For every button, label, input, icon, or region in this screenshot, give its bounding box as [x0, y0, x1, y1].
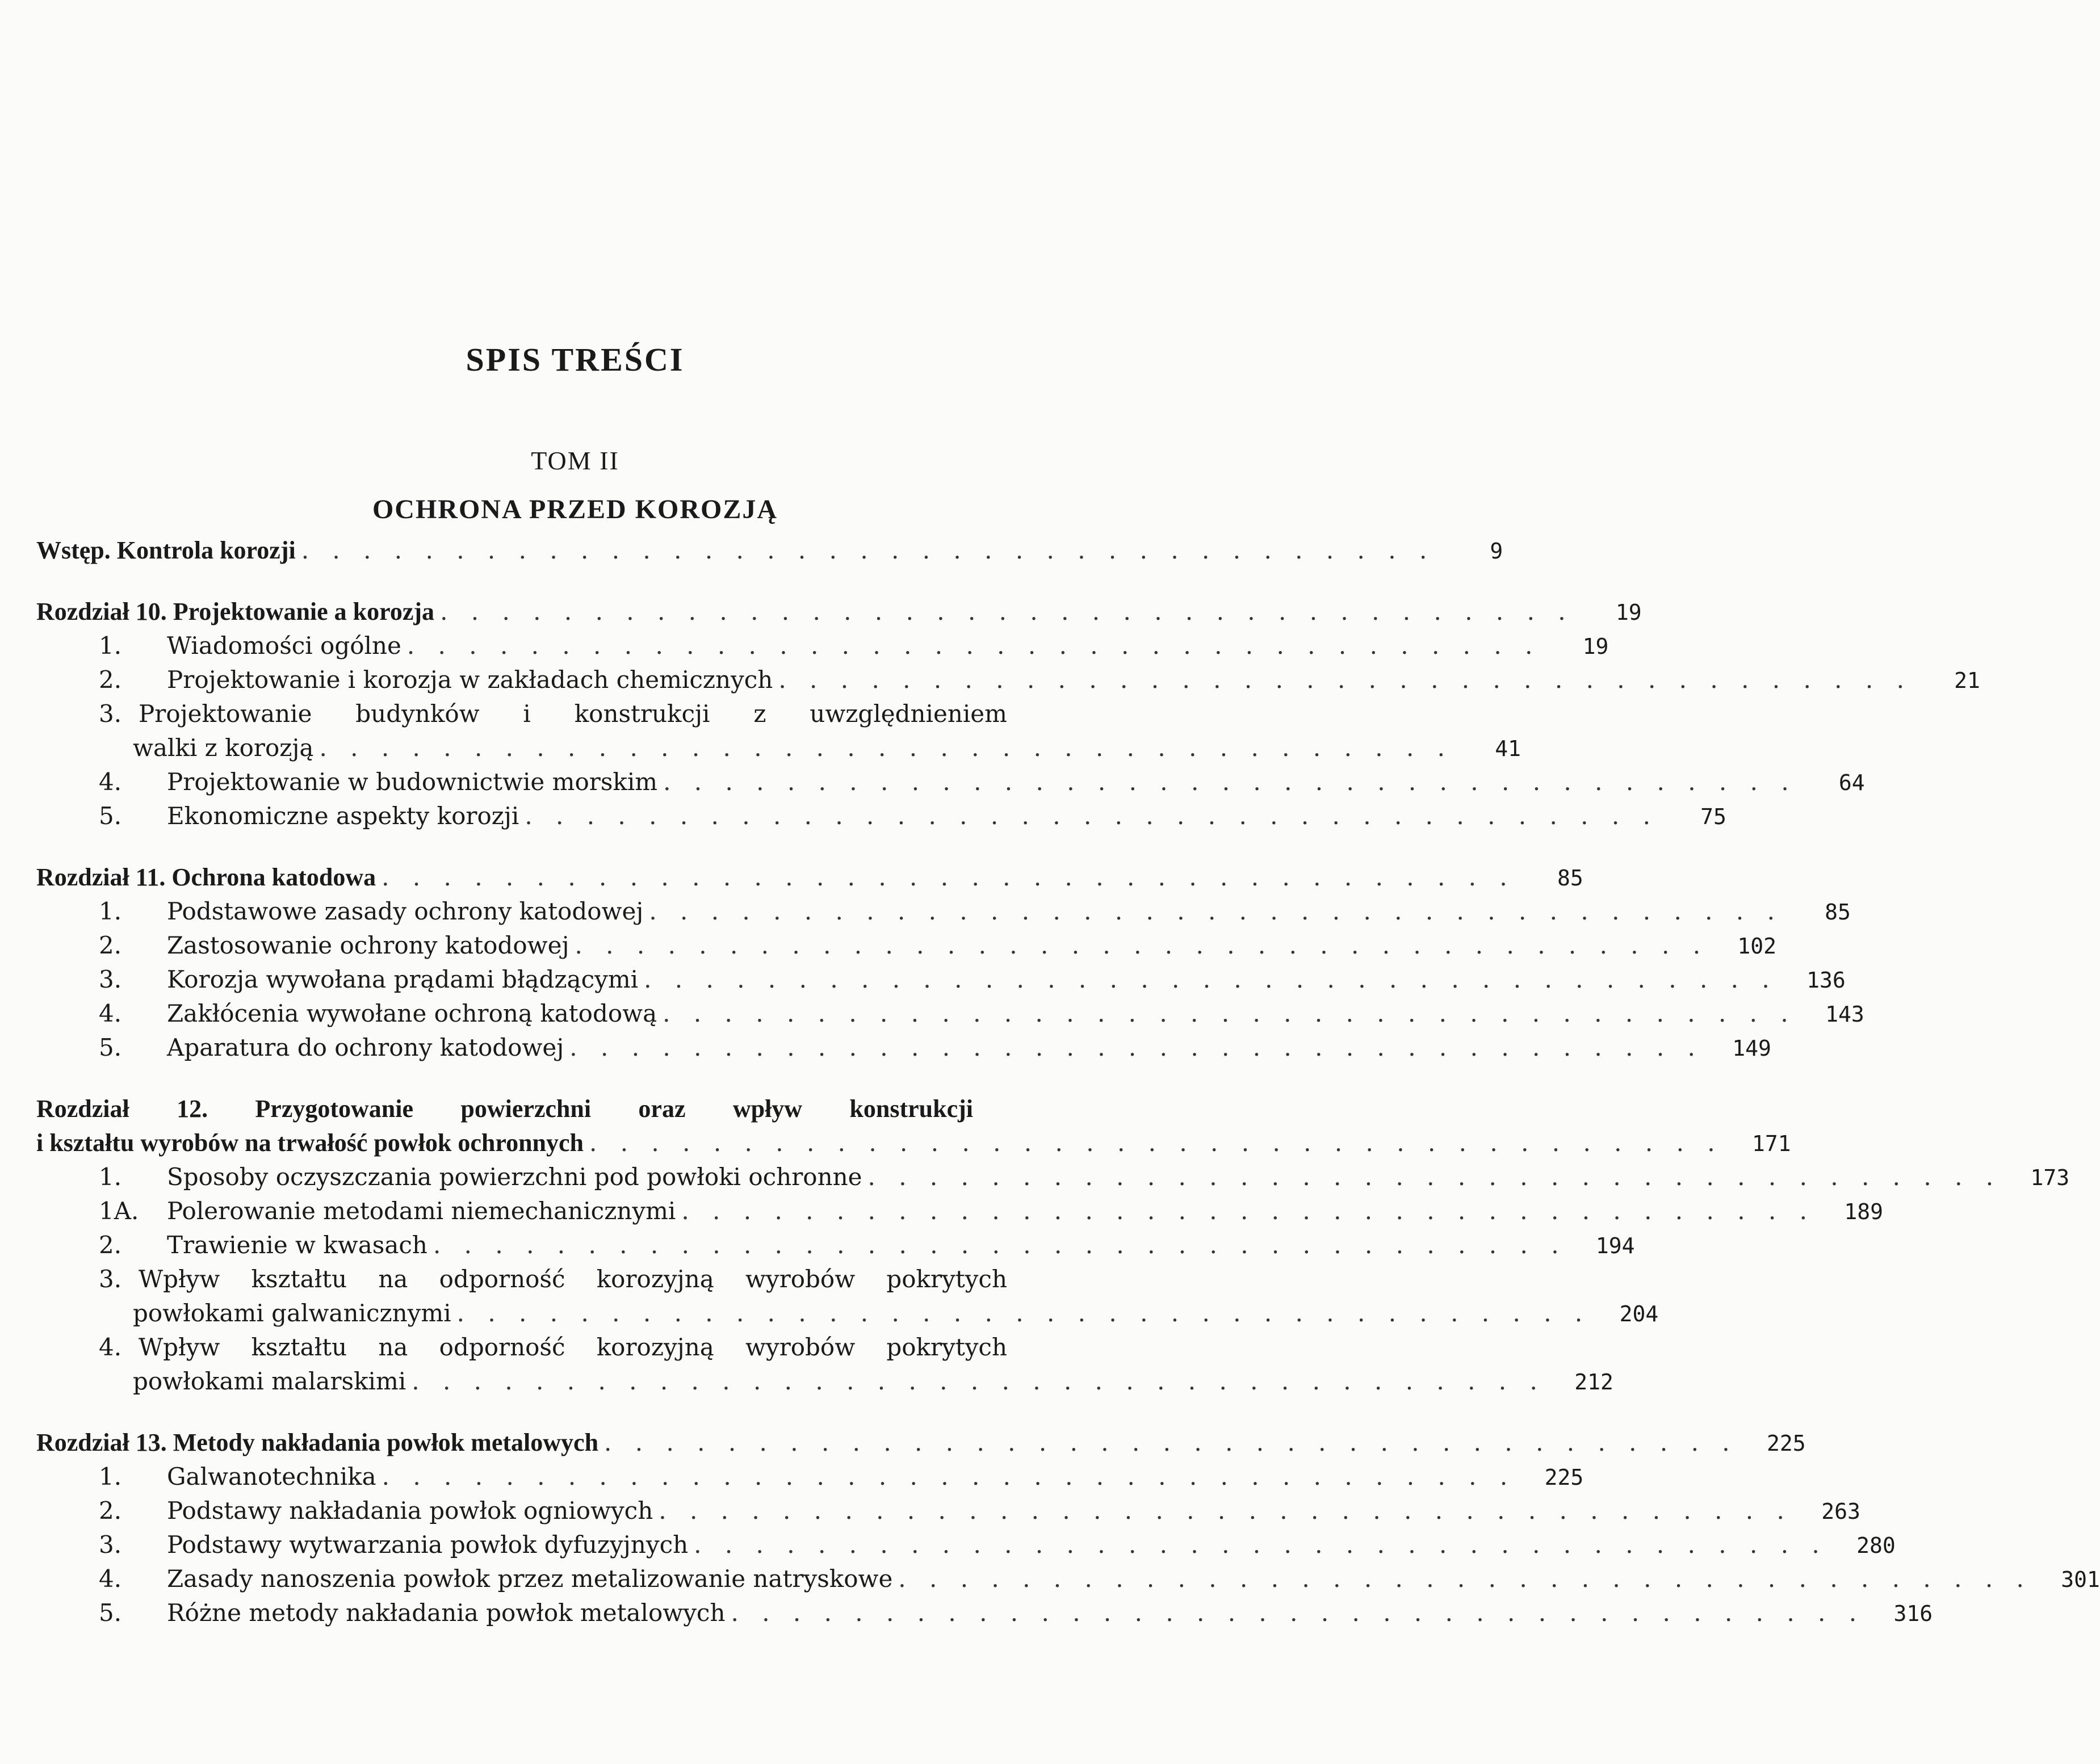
toc-chapter-11 [36, 860, 1583, 894]
toc-item [36, 1562, 2100, 1596]
dot-leader: . . . . . . . . . . . . . . . . . . . . . . . . . . . . . . . . . . . . . [440, 598, 1574, 625]
toc-item-label-cont: powłokami galwanicznymi [133, 1299, 451, 1327]
toc-page-number: 9 [1490, 539, 1503, 564]
toc-item-number: 4. [99, 999, 122, 1027]
toc-chapter-10 [36, 595, 1642, 629]
toc-item [36, 1194, 1883, 1228]
toc-item-number: 3. [99, 1265, 122, 1293]
toc-item-multiline [36, 1262, 1007, 1296]
toc-item-label: Zakłócenia wywołane ochroną katodową [167, 999, 657, 1027]
toc-page-number: 64 [1838, 770, 1865, 795]
toc-item-label: Wiadomości ogólne [167, 632, 401, 660]
toc-chapter-12 [36, 1126, 1791, 1160]
toc-item-label: Wpływ kształtu na odporność korozyjną wyrobów pokrytych [139, 1265, 1007, 1293]
table-of-contents [36, 534, 2100, 1630]
dot-leader: . . . . . . . . . . . . . . . . . . . . . . . . . . . . . . . . . . . . . [412, 1367, 1545, 1395]
toc-item-number: 2. [99, 1497, 122, 1524]
toc-item-number: 1A. [99, 1197, 139, 1225]
toc-item-number: 1. [99, 632, 122, 660]
toc-item [36, 1160, 2070, 1194]
dot-leader: . . . . . . . . . . . . . . . . . . . . . . . . . . . . . . . . . . . . . [649, 897, 1783, 925]
toc-item [36, 1460, 1584, 1494]
toc-item-label: Zasady nanoszenia powłok przez metalizowanie natryskowe [167, 1565, 893, 1593]
toc-item-number: 5. [99, 1034, 122, 1061]
toc-page-number: 194 [1595, 1233, 1635, 1258]
toc-page-number: 189 [1844, 1199, 1883, 1224]
dot-leader: . . . . . . . . . . . . . . . . . . . . . . . . . . . . . . . . . . . . . [575, 931, 1709, 959]
toc-item-continuation [36, 1364, 1613, 1398]
toc-item-label-cont: powłokami malarskimi [133, 1367, 406, 1395]
toc-item-label: Podstawowe zasady ochrony katodowej [167, 897, 644, 925]
dot-leader: . . . . . . . . . . . . . . . . . . . . . . . . . . . . . . . . . . . . . [589, 1129, 1723, 1157]
toc-page-number: 85 [1557, 866, 1583, 891]
dot-leader: . . . . . . . . . . . . . . . . . . . . . . . . . . . . . . . . . . . . . [867, 1163, 2002, 1191]
toc-item-number: 2. [99, 931, 122, 959]
toc-item-number: 1. [99, 1463, 122, 1490]
toc-item [36, 629, 1609, 663]
volume-subtitle: OCHRONA PRZED KOROZJĄ [372, 494, 778, 524]
toc-item-label: Różne metody nakładania powłok metalowych [167, 1599, 726, 1627]
dot-leader: . . . . . . . . . . . . . . . . . . . . . . . . . . . . . . . . . . . . . [778, 666, 1912, 694]
toc-item [36, 1596, 1933, 1630]
toc-page-number: 75 [1700, 804, 1726, 829]
toc-item-number: 4. [99, 1565, 122, 1593]
toc-item-label-cont: walki z korozją [133, 734, 314, 762]
toc-item [36, 765, 1865, 799]
toc-item [36, 997, 1864, 1031]
toc-item-label: Podstawy wytwarzania powłok dyfuzyjnych [167, 1531, 689, 1559]
toc-item [36, 894, 1851, 929]
toc-item-label: Zastosowanie ochrony katodowej [167, 931, 569, 959]
toc-item-number: 1. [99, 897, 122, 925]
toc-item-label: Polerowanie metodami niemechanicznymi [167, 1197, 676, 1225]
dot-leader: . . . . . . . . . . . . . . . . . . . . . . . . . . . . . . . . . . . . . [456, 1299, 1591, 1327]
toc-chapter-label-cont: i kształtu wyrobów na trwałość powłok ochronnych [36, 1129, 584, 1157]
toc-item-multiline [36, 697, 1007, 731]
toc-page-number: 225 [1544, 1465, 1584, 1490]
dot-leader: . . . . . . . . . . . . . . . . . . . . . . . . . . . . . . . . . . . . . [681, 1197, 1815, 1225]
dot-leader: . . . . . . . . . . . . . . . . . . . . . . . . . . . . . . . . . . . . . [569, 1034, 1703, 1061]
toc-item-number: 5. [99, 1599, 122, 1627]
toc-item-label: Trawienie w kwasach [167, 1231, 427, 1259]
dot-leader: . . . . . . . . . . . . . . . . . . . . . . . . . . . . . . . . . . . . . [406, 632, 1541, 660]
toc-page-number: 19 [1582, 634, 1609, 659]
toc-item-number: 5. [99, 802, 122, 830]
toc-item-number: 3. [99, 700, 122, 728]
toc-page-number: 212 [1574, 1370, 1613, 1395]
toc-item-number: 2. [99, 666, 122, 694]
toc-item-label: Projektowanie i korozja w zakładach chemicznych [167, 666, 773, 694]
toc-item-continuation [36, 1296, 1659, 1330]
dot-leader: . . . . . . . . . . . . . . . . . . . . . . . . . . . . . . . . . . . . . [301, 536, 1435, 564]
toc-chapter-label: Rozdział 10. Projektowanie a korozja [36, 598, 435, 625]
toc-item-label: Wpływ kształtu na odporność korozyjną wyrobów pokrytych [139, 1333, 1007, 1361]
toc-item-label: Podstawy nakładania powłok ogniowych [167, 1497, 653, 1524]
toc-page-number: 149 [1732, 1036, 1771, 1061]
toc-page-number: 41 [1495, 736, 1521, 761]
page-title: SPIS TREŚCI [466, 341, 685, 378]
dot-leader: . . . . . . . . . . . . . . . . . . . . . . . . . . . . . . . . . . . . . [659, 1497, 1792, 1524]
toc-item-label: Aparatura do ochrony katodowej [167, 1034, 564, 1061]
toc-item [36, 963, 1846, 997]
dot-leader: . . . . . . . . . . . . . . . . . . . . . . . . . . . . . . . . . . . . . [898, 1565, 2032, 1593]
toc-item-label: Projektowanie w budownictwie morskim [167, 768, 658, 796]
toc-item-number: 4. [99, 768, 122, 796]
dot-leader: . . . . . . . . . . . . . . . . . . . . . . . . . . . . . . . . . . . . . [604, 1429, 1738, 1456]
toc-entry-intro [36, 534, 1503, 568]
toc-page-number: 19 [1615, 600, 1642, 625]
dot-leader: . . . . . . . . . . . . . . . . . . . . . . . . . . . . . . . . . . . . . [382, 863, 1515, 891]
toc-item-continuation [36, 731, 1521, 765]
dot-leader: . . . . . . . . . . . . . . . . . . . . . . . . . . . . . . . . . . . . . [663, 768, 1797, 796]
toc-chapter-label: Rozdział 13. Metody nakładania powłok metalowych [36, 1429, 599, 1456]
toc-item-label: Sposoby oczyszczania powierzchni pod powłoki ochronne [167, 1163, 862, 1191]
toc-item-label: Galwanotechnika [167, 1463, 376, 1490]
toc-item-number: 2. [99, 1231, 122, 1259]
toc-chapter-label: Rozdział 11. Ochrona katodowa [36, 863, 376, 891]
toc-page-number: 143 [1825, 1002, 1864, 1027]
toc-item [36, 1228, 1635, 1262]
toc-item-label: Ekonomiczne aspekty korozji [167, 802, 519, 830]
dot-leader: . . . . . . . . . . . . . . . . . . . . . . . . . . . . . . . . . . . . . [433, 1231, 1567, 1259]
toc-page-number: 204 [1619, 1301, 1659, 1326]
dot-leader: . . . . . . . . . . . . . . . . . . . . . . . . . . . . . . . . . . . . . [525, 802, 1658, 830]
toc-item-number: 3. [99, 965, 122, 993]
toc-page-number: 21 [1954, 668, 1980, 693]
dot-leader: . . . . . . . . . . . . . . . . . . . . . . . . . . . . . . . . . . . . . [694, 1531, 1827, 1559]
toc-item-label: Korozja wywołana prądami błądzącymi [167, 965, 639, 993]
toc-page-number: 102 [1737, 934, 1777, 959]
toc-page-number: 136 [1806, 968, 1846, 993]
toc-item-label: Projektowanie budynków i konstrukcji z uwzględnieniem [139, 700, 1007, 728]
toc-item-number: 1. [99, 1163, 122, 1191]
dot-leader: . . . . . . . . . . . . . . . . . . . . . . . . . . . . . . . . . . . . . [731, 1599, 1865, 1627]
toc-page-number: 301 [2061, 1567, 2100, 1592]
toc-page-number: 171 [1751, 1131, 1791, 1156]
toc-page-number: 263 [1821, 1499, 1860, 1524]
dot-leader: . . . . . . . . . . . . . . . . . . . . . . . . . . . . . . . . . . . . . [319, 734, 1453, 762]
toc-item-multiline [36, 1330, 1007, 1364]
toc-page-number: 173 [2030, 1165, 2070, 1190]
toc-item [36, 1528, 1896, 1562]
toc-chapter-13 [36, 1426, 1806, 1460]
dot-leader: . . . . . . . . . . . . . . . . . . . . . . . . . . . . . . . . . . . . . [644, 965, 1778, 993]
toc-page-number: 316 [1893, 1601, 1933, 1626]
toc-page-number: 280 [1856, 1533, 1896, 1558]
toc-item-number: 4. [99, 1333, 122, 1361]
toc-item [36, 1494, 1860, 1528]
toc-item [36, 663, 1980, 697]
toc-entry-label: Wstęp. Kontrola korozji [36, 536, 296, 564]
toc-page-number: 225 [1767, 1431, 1806, 1456]
toc-page-number: 85 [1825, 900, 1851, 925]
toc-item [36, 929, 1777, 963]
dot-leader: . . . . . . . . . . . . . . . . . . . . . . . . . . . . . . . . . . . . . [382, 1463, 1516, 1490]
dot-leader: . . . . . . . . . . . . . . . . . . . . . . . . . . . . . . . . . . . . . [663, 999, 1796, 1027]
toc-item-number: 3. [99, 1531, 122, 1559]
toc-item [36, 1031, 1771, 1065]
toc-item [36, 799, 1726, 833]
volume-label: TOM II [531, 446, 619, 475]
toc-chapter-12-heading: Rozdział 12. Przygotowanie powierzchni oraz wpływ konstrukcji [36, 1095, 973, 1123]
